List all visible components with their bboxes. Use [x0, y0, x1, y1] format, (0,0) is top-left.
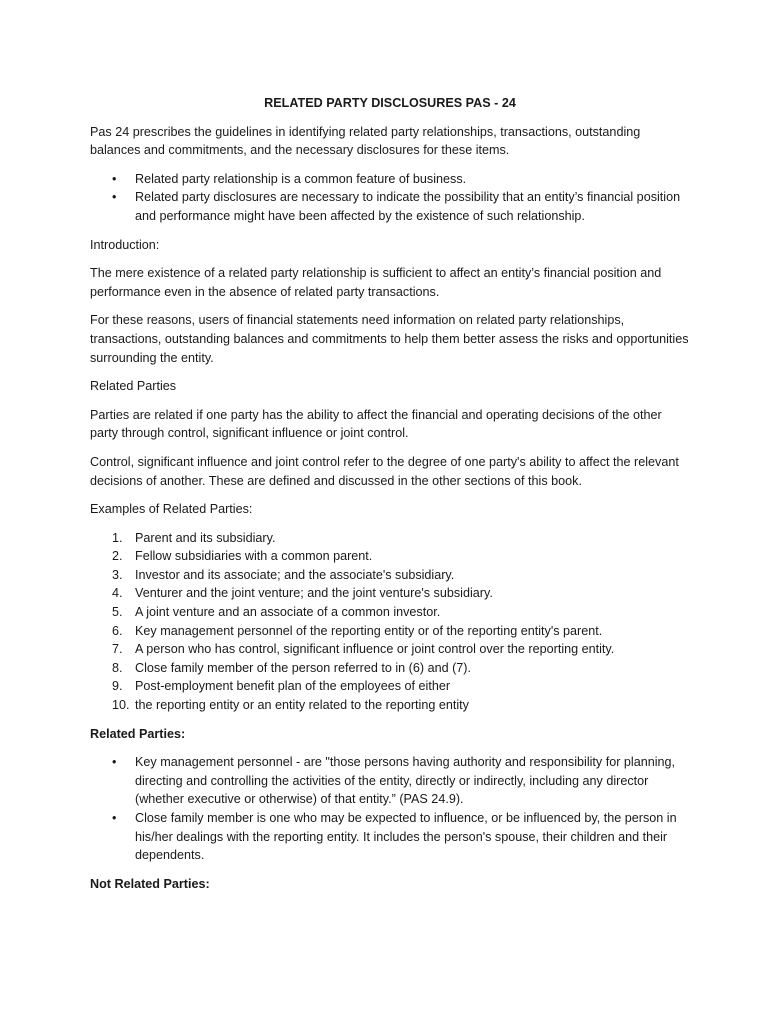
list-item-text: Close family member of the person referred to in (6) and (7). [135, 660, 471, 675]
intro-paragraph: Pas 24 prescribes the guidelines in identifying related party relationships, transactions, outstanding balances and commitments, and the necessary disclosures for these items. [90, 124, 641, 158]
list-number: 6. [112, 623, 123, 638]
list-item [90, 640, 690, 659]
list-item-text: Investor and its associate; and the associate's subsidiary. [135, 567, 455, 582]
bullet-icon: • [112, 755, 117, 770]
list-item-text: Key management personnel of the reporting entity or of the reporting entity's parent. [135, 623, 603, 638]
list-number: 3. [112, 567, 123, 582]
list-item-text: A person who has control, significant influence or joint control over the reporting entity. [135, 642, 615, 657]
bullet-icon: • [112, 171, 117, 186]
list-item [90, 566, 690, 585]
list-number: 10. [112, 698, 130, 713]
list-item [90, 584, 690, 603]
list-item [90, 188, 690, 225]
list-item-text: Post-employment benefit plan of the employees of either [135, 679, 451, 694]
list-number: 7. [112, 642, 123, 657]
related-bullet-list [90, 753, 690, 865]
list-number: 2. [112, 549, 123, 564]
bullet-icon: • [112, 190, 117, 205]
list-item-text: Parent and its subsidiary. [135, 530, 276, 545]
list-item [90, 603, 690, 622]
list-item-text: Related party disclosures are necessary to indicate the possibility that an entity’s financial position and performance might have been affected by the existence of such relationship. [135, 190, 681, 223]
list-item [90, 696, 690, 715]
list-item-text: Close family member is one who may be expected to influence, or be influenced by, the person in his/her dealings with the reporting entity. It includes the person's spouse, their children and their dependents. [135, 811, 677, 863]
list-item [90, 547, 690, 566]
related-parties-paragraph-1: Parties are related if one party has the ability to affect the financial and operating decisions of the other party through control, significant influence or joint control. [90, 407, 662, 441]
list-item [90, 659, 690, 678]
introduction-paragraph-1: The mere existence of a related party relationship is sufficient to affect an entity’s financial position and performance even in the absence of related party transactions. [90, 266, 662, 299]
list-number: 8. [112, 660, 123, 675]
bullet-icon: • [112, 811, 117, 825]
not-related-heading: Not Related Parties: [90, 876, 210, 891]
intro-bullet-list [90, 170, 690, 226]
list-item-text: Key management personnel - are "those persons having authority and responsibility for planning, directing and controlling the activities of the entity, directly or indirectly, including any director (whether executive or otherwise) of that entity.” (PAS 24.9). [135, 755, 676, 807]
list-item-text: the reporting entity or an entity related to the reporting entity [135, 698, 469, 713]
list-item [90, 809, 690, 865]
examples-numbered-list [90, 529, 690, 715]
related-parties-heading: Related Parties [90, 379, 177, 394]
list-item [90, 677, 690, 696]
list-item-text: Venturer and the joint venture; and the joint venture's subsidiary. [135, 586, 493, 601]
list-number: 4. [112, 586, 123, 601]
related-parties-bold-heading: Related Parties: [90, 726, 186, 741]
related-parties-paragraph-2: Control, significant influence and joint control refer to the degree of one party's ability to affect the relevant decisions of another. These are defined and discussed in the other sections of this book. [90, 454, 679, 488]
list-number: 9. [112, 679, 123, 694]
list-item [90, 622, 690, 641]
introduction-heading: Introduction: [90, 237, 160, 252]
list-number: 5. [112, 605, 123, 620]
examples-heading: Examples of Related Parties: [90, 502, 253, 517]
list-item-text: A joint venture and an associate of a common investor. [135, 605, 441, 620]
list-item [90, 170, 690, 189]
document-body [90, 94, 690, 903]
introduction-paragraph-2: For these reasons, users of financial statements need information on related party relationships, transactions, outstanding balances and commitments to help them better assess the risks and opportunities surrounding the entity. [90, 313, 689, 365]
list-item [90, 529, 690, 548]
list-item-text: Related party relationship is a common feature of business. [135, 171, 467, 186]
list-number: 1. [112, 530, 123, 545]
list-item-text: Fellow subsidiaries with a common parent. [135, 549, 373, 564]
document-title: RELATED PARTY DISCLOSURES PAS - 24 [264, 96, 516, 110]
list-item [90, 753, 690, 809]
